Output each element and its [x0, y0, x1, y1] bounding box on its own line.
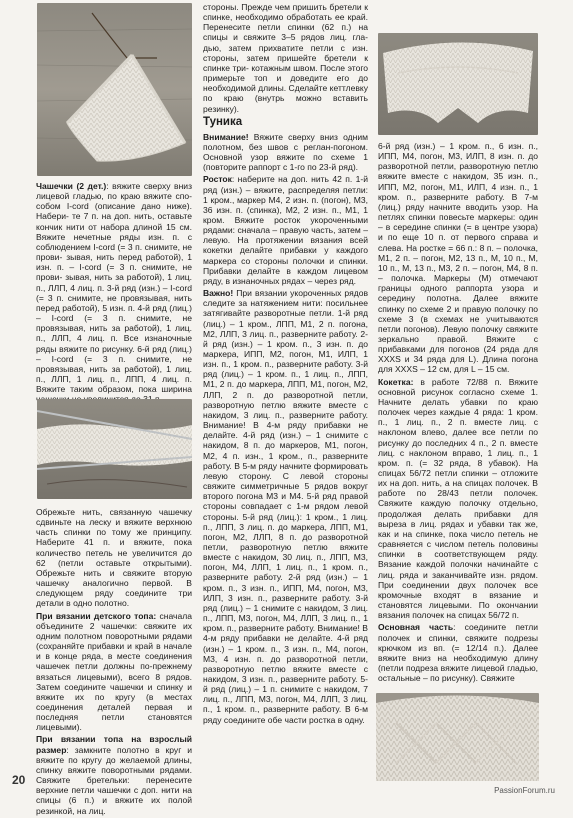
section-title-tunic: Туника: [203, 115, 243, 128]
cups-heading: Чашечки (2 дет.): [36, 181, 107, 191]
paragraph: [203, 174, 368, 286]
tunic-photo: [376, 693, 539, 781]
column-1-lower: [36, 507, 192, 818]
child-top-text: сначала объедините 2 чашечки: свяжите их одним полотном поворотными рядами (сохраняйте прибавки и край в начале и в конце ряда, в месте соединения чашечек петли должны по-прежнему вязаться лицевыми), всего 8 рядов. Затем соедините чашечки и спинку и вяжите их по кругу (в местах соединения деталей первая и последняя петли становятся лицевыми).: [36, 610, 192, 733]
main-part-heading: Основная часть: [378, 622, 454, 633]
paragraph: Обрежьте нить, связанную чашечку сдвиньте на леску и вяжите верхнюю часть спинки по тому же принципу. Наберите 41 п. и вяжите, пока количество петель не увеличится до 62 (петли оставьте открытыми). Обрежьте нить и свяжите вторую чашечку аналогично первой. В следующем ряду соедините три детали в одно полотно.: [36, 507, 192, 609]
paragraph: 6-й ряд (изн.) – 1 кром. п., 6 изн. п., ИПП, М4, погон, М3, ИЛП, 8 изн. п. до разворотной петли, разворотную петлю вяжите вместе с накидом, 35 изн. п., ИПП, М2, погон, М1, ИЛП, 4 изн. п., 1 кром. п., разверните работу. В 7-м (лиц.) ряду начните вводить узор. На петлях спинки повесьте маркеры: один – в середине спинки (= в центре узора) и по еще 10 п. от первого справа и слева. На ростке = 66 п.: 8 п. – полочка, М1, 2 п. – погон, М2, 13 п., М, 10 п., М, 10 п., М, 13 п., М3, 2 п. – погон, М4, 8 п. – полочка. Маркеры (М) отмечают границы одного раппорта узора и середину полотна. Далее вяжите спинку по схеме 2 и правую полочку по схеме 3 (в схемах не учитываются петли погонов). Левую полочку свяжите зеркально правой. Вяжите с прибавками для погонов (24 ряда для XXXS и 34 ряда для L). Длина погона для XXXS – 12 см, для L – 15 см.: [378, 141, 538, 375]
cup-photo: [37, 3, 192, 176]
main-part-text: : соедините петли полочек и спинки, свяжите подрезы крючком из вп. (= 12/14 п.). Далее вяжите вниз на необходимую длину (петли подреза вяжите лицевой гладью, остальные – по рисунку). Свяжите: [378, 622, 538, 684]
tunic-intro: Вяжите сверху вниз одним полотном, без швов с реглан-погоном. Основной узор вяжите по схеме 1 (повторите раппорт с 1-го по 23-й ряд).: [203, 131, 368, 173]
child-top-heading: При вязании детского топа:: [36, 610, 157, 621]
paragraph: [203, 288, 368, 725]
paragraph: [36, 611, 192, 733]
page-number: 20: [12, 773, 26, 787]
paragraph: [378, 622, 538, 683]
yoke-start-text: : наберите на доп. нить 42 п. 1-й ряд (изн.) – вяжите, распределяя петли: 1 кром., маркер М4, 2 изн. п. (погон), М3, 36 изн. п. (спинка), М2, 2 изн. п., М1, 1 кром. Вяжите росток укороченными рядами: сначала – правую часть, затем – левую. На протяжении вязания всей кокетки делайте прибавки у каждого маркера со стороны полочки и спинки. Прибавки делайте в каждом лицевом ряду, в изнаночных рядах – через ряд.: [203, 174, 368, 286]
important-label: Важно!: [203, 288, 234, 299]
adult-top-text: : замкните полотно в круг и вяжите по кругу до желаемой длины, спинку вяжите поворотными рядами. Свяжите бретельки: перенесите верхние петли чашечки с доп. нити на спицы (6 п.) и вяжите их полой резинкой, на лиц.: [36, 744, 192, 816]
paragraph: стороны. Прежде чем пришить бретели к спинке, необходимо обработать ее край. Перенесите петли спинки (62 п.) на спицы и свяжите 3–5 рядов лиц. гла- дью, затем прихватите петли с изн. стороны, затем пришейте бретели к спинке три- котажным швом. После этого примерьте топ и доведите его до необходимой длины. Сделайте кеттлевку по краю (внутрь можно вставить резинку).: [203, 2, 368, 114]
column-1: [36, 181, 192, 406]
column-2: [203, 2, 368, 727]
paragraph: [36, 734, 192, 815]
yoke-photo: [378, 33, 538, 135]
adult-top-heading: При вязании топа на взрослый размер: [36, 734, 192, 755]
yoke-text: в работе 72/88 п. Вяжите основной рисунок согласно схеме 1. Начните делать убавки по краю полочек через каждые 4 ряда: 1 кром. п., 1 лиц. п., 2 п. вместе лиц. с наклоном влево, далее все петли по рисунку до последних 4 п., 2 п. вместе лиц. с наклоном вправо, 1 лиц. п., 1 кром. п. (= 32 ряда, 8 убавок). На спицах 56/72 петли спинки – отложите их на доп. нить, а на спицах полочек. В работе по 28/43 петли полочек. Свяжите каждую полочку отдельно, продолжая делать прибавки для выреза в лиц. рядах и убавки так же, как и на спинке, пока число петель не сравняется с числом петель половины спинки в соответствующем ряду. Вязание каждой полочки начинайте с лиц. ряда и заканчивайте изн. рядом. При соединении двух полочек все кромочные входят в вязание и становятся лицевыми. По окончании вязания полочек на спицах 56/72 п.: [378, 376, 538, 621]
needles-photo: [37, 399, 192, 499]
yoke-start-heading: Росток: [203, 174, 232, 185]
short-rows-text: При вязании укороченных рядов следите за натяжением нити: посильнее затягивайте разворотные петли. 1-й ряд (лиц.) – 1 кром., ЛПП, М1, 2 п. погона, М2, ЛЛП, 3 лиц. п., разверните работу. 2-й ряд (изн.) – 1 кром. п., 3 изн. п. до маркера, ИПП, М2, погон, М1, ИЛП, 1 изн. п., 1 кром. п., разверните работу. 3-й ряд (лиц.) – 1 кром. п., 1 лиц. п., ЛПП, М1, 2 п. до маркера, ЛПП, М1, погон, М2, ЛЛП, 2 п. до разворотной петли, разворотную петлю вяжите вместе с накидом, 3 лиц. п., разверните работу. Внимание! В 4-м ряду прибавки не делайте. 4-й ряд (изн.) – 1 снимите с накидом, 8 п. до маркеров, М1, погон, М2, 4 п. изн., 1 кром., п., разверните работу. В 5-м ряду начните формировать левую сторону. С левой стороны свяжите симметричные 5 рядов вокруг второго погона М3 и М4. 5-й ряд правой стороны совпадает с 1-м рядом левой стороны. 5-й ряд (лиц.): 1 кром., 1 лиц. п., ЛПП, 3 лиц. п. до маркера, ЛПП, М1, погон, М2, ЛЛП, 8 п. до разворотной петли, разворотную петлю вяжите вместе с накидом, 30 лиц. п., ЛПП, М3, погон, М4, ЛЛП, 1 лиц. п., 1 кром. п., разверните работу. 2-й ряд (изн.) – 1 кром. п., 3 изн. п., ИПП, М4, погон, М3, ИЛП, 3 изн. п., разверните работу. 3-й ряд (лиц.) – 1 снимите с накидом, 3 лиц. п., ЛПП, М3, погон, М4, ЛЛП, 3 лиц. п., 1 кром. п., разверните работу. Внимание! В 4-м ряду прибавки не делайте. 4-й ряд (изн.) – 1 кром. п., 3 изн. п., М4, погон, М3, 4 изн. п. до разворотной петли, разворотную петлю вяжите вместе с накидом, 3 изн. п., разверните работу. 5-й ряд (лиц.) – 1 п. снимите с накидом, 7 лиц. п., ЛПП, М3, погон, М4, ЛЛП, 3 лиц. п., 1 кром. п., разверните работу. В 6-м ряду соедините обе части ростка в одну.: [203, 288, 369, 725]
paragraph: [203, 132, 368, 173]
watermark: PassionForum.ru: [494, 786, 555, 795]
paragraph: [378, 377, 538, 621]
cups-text: : вяжите сверху вниз лицевой гладью, по краю вяжите спо- собом I-cord (описание дано ниже). Набери- те 7 п. на доп. нить, оставьте кончик нити от набора длиной 15 см. Вяжите нечетные ряды изн. п. с соблюдением I-cord (= 3 п. снимите, не прови- зывая, нить перед работой), 1 изн. п. – I-cord (= 3 п. снимите, не прови- зывая, нить за работой), 1 лиц. п., ЛЛП, 4 лиц. п. 3-й ряд (изн.) – I-cord (= 3 п. снимите, не провязывая, нить перед работой), 5 изн. п. 4-й ряд (лиц.) – I-cord (= 3 п. снимите, не провязывая, нить за работой), 1 лиц. п., ЛЛП, 4 лиц. п. Все изнаночные ряды вяжите по рисунку. 6-й ряд (лиц.) – I-cord (= 3 п. снимите, не провязывая, нить за работой), 1 лиц. п., ЛЛП, 1 лиц. п., ЛПП, 4 лиц. п. Вяжите таким образом, пока ширина: [36, 181, 192, 395]
column-3: [378, 141, 538, 685]
attention-label: Внимание!: [203, 131, 249, 142]
yoke-heading: Кокетка:: [378, 376, 414, 387]
paragraph: [36, 181, 192, 404]
